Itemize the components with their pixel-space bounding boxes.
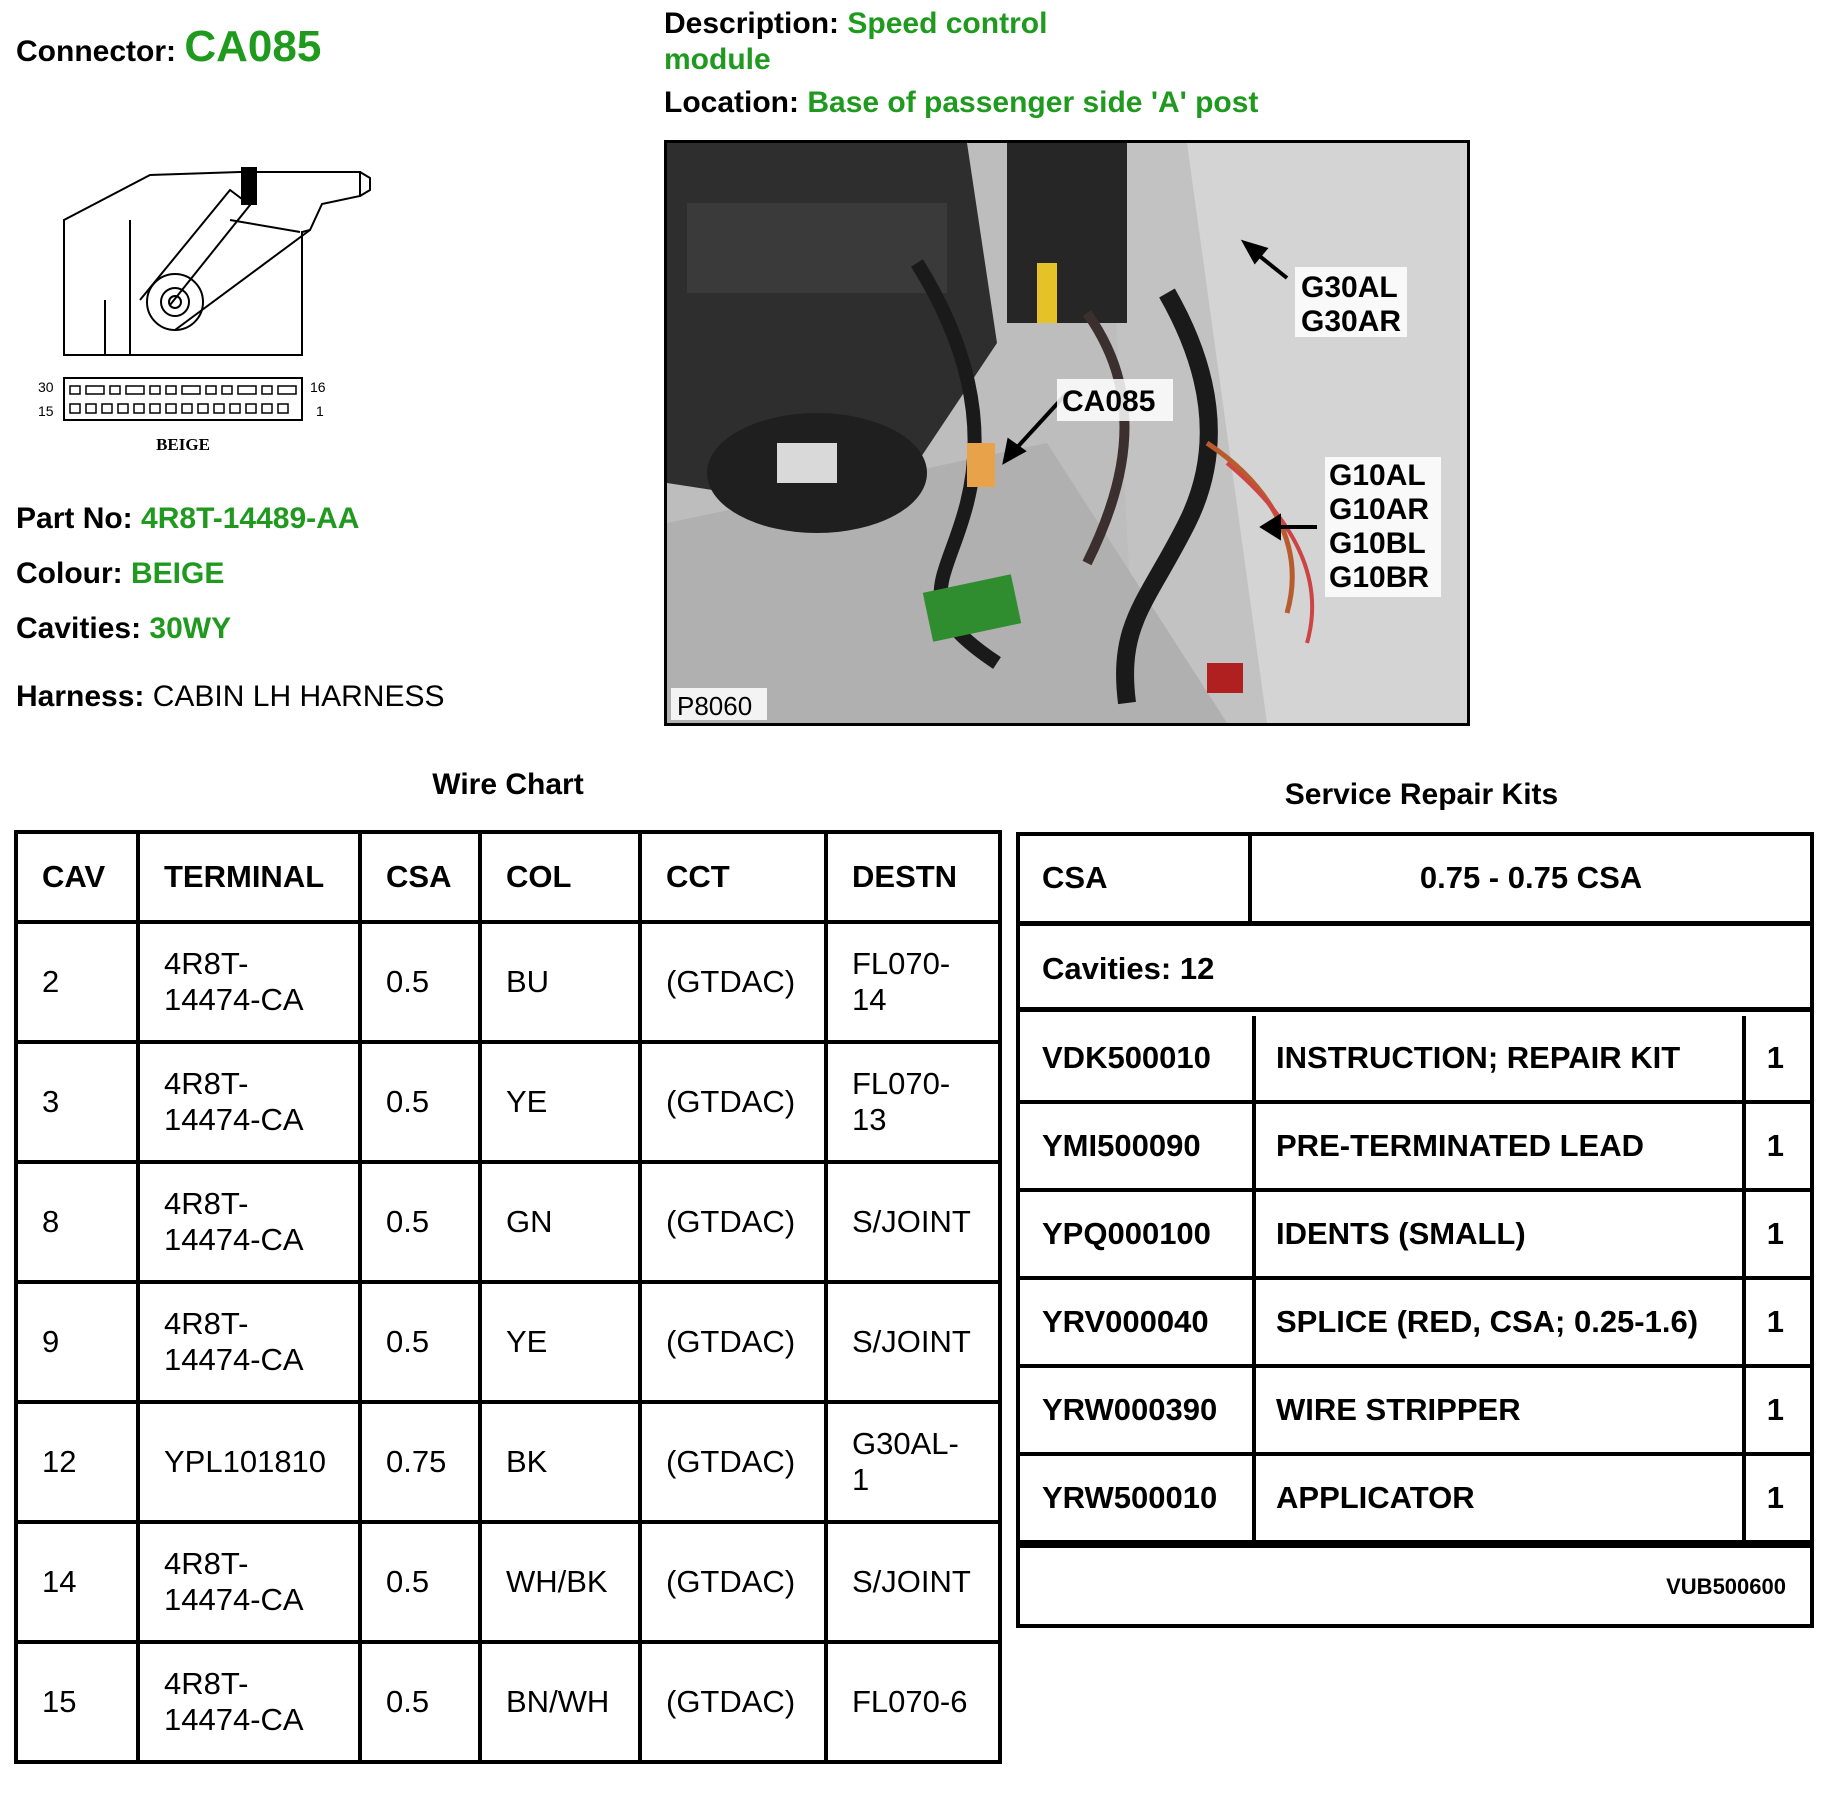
table-row <box>16 1402 1000 1522</box>
kit-code: YRW000390 <box>1042 1392 1218 1427</box>
cell-terminal: 4R8T- 14474-CA <box>138 922 360 1042</box>
cell-csa: 0.5 <box>360 922 480 1042</box>
pin-face <box>38 378 326 454</box>
harness-label: Harness: <box>16 680 145 713</box>
cell-destn: S/JOINT <box>826 1522 1000 1642</box>
harness <box>16 680 445 714</box>
photo-label-g10bl: G10BL <box>1329 527 1426 560</box>
location <box>664 86 1258 120</box>
description-label: Description: <box>664 7 840 40</box>
cell-terminal: 4R8T- 14474-CA <box>138 1042 360 1162</box>
repair-kits-cavities: Cavities: 12 <box>1020 926 1810 1012</box>
cell-destn: FL070-6 <box>826 1642 1000 1762</box>
table-row <box>16 1642 1000 1762</box>
repair-kits-csa-value: 0.75 - 0.75 CSA <box>1419 860 1643 895</box>
kit-qty: 1 <box>1766 1040 1784 1075</box>
colour-value: BEIGE <box>130 557 225 590</box>
photo-label-g10al: G10AL <box>1329 459 1426 492</box>
photo-ref: P8060 <box>677 691 753 721</box>
photo-label-g30al: G30AL <box>1301 271 1398 304</box>
kit-desc: SPLICE (RED, CSA; 0.25-1.6) <box>1276 1304 1699 1339</box>
kit-qty: 1 <box>1766 1392 1784 1427</box>
cavities-value: 30WY <box>149 612 232 645</box>
table-row <box>1020 1280 1810 1368</box>
pin-label-30: 30 <box>38 379 54 395</box>
cell-col: BU <box>480 922 640 1042</box>
wire-chart-table <box>14 830 1002 1764</box>
colour <box>16 557 224 591</box>
cell-cav: 15 <box>16 1642 138 1762</box>
photo-label-g10br: G10BR <box>1329 561 1430 594</box>
repair-kits-table <box>1016 832 1814 1628</box>
cell-terminal: 4R8T- 14474-CA <box>138 1162 360 1282</box>
location-photo <box>664 140 1470 726</box>
cell-col: YE <box>480 1042 640 1162</box>
table-row <box>1020 1104 1810 1192</box>
kit-desc: WIRE STRIPPER <box>1276 1392 1521 1427</box>
connector-diagram <box>30 160 410 470</box>
diagram-colour-caption: BEIGE <box>156 435 210 454</box>
table-row <box>1020 1368 1810 1456</box>
cell-csa: 0.75 <box>360 1402 480 1522</box>
cell-col: YE <box>480 1282 640 1402</box>
description <box>664 6 1184 78</box>
cavities <box>16 612 231 646</box>
repair-kits-csa-label: CSA <box>1020 836 1252 921</box>
photo-label-g30ar: G30AR <box>1301 305 1402 338</box>
description-value-2: module <box>664 43 771 76</box>
cell-destn: S/JOINT <box>826 1282 1000 1402</box>
cell-cct: (GTDAC) <box>640 1282 826 1402</box>
cell-destn: S/JOINT <box>826 1162 1000 1282</box>
cell-col: WH/BK <box>480 1522 640 1642</box>
cell-cct: (GTDAC) <box>640 1522 826 1642</box>
pin-label-1: 1 <box>316 403 324 419</box>
table-row <box>16 922 1000 1042</box>
kit-code: YRW500010 <box>1042 1480 1218 1515</box>
cell-col: GN <box>480 1162 640 1282</box>
cell-cav: 12 <box>16 1402 138 1522</box>
table-row <box>16 1042 1000 1162</box>
cell-destn: FL070- 14 <box>826 922 1000 1042</box>
cell-cct: (GTDAC) <box>640 1162 826 1282</box>
repair-kits-header <box>1020 836 1810 926</box>
kit-code: YRV000040 <box>1042 1304 1209 1339</box>
connector-heading <box>16 22 321 72</box>
table-row <box>16 1522 1000 1642</box>
table-row <box>1020 1192 1810 1280</box>
colour-label: Colour: <box>16 557 123 590</box>
kit-qty: 1 <box>1766 1480 1784 1515</box>
photo-label-ca085: CA085 <box>1062 385 1156 418</box>
cell-destn: G30AL- 1 <box>826 1402 1000 1522</box>
table-row <box>16 1282 1000 1402</box>
cell-terminal: 4R8T- 14474-CA <box>138 1642 360 1762</box>
cell-csa: 0.5 <box>360 1522 480 1642</box>
cell-col: BK <box>480 1402 640 1522</box>
table-row <box>16 1162 1000 1282</box>
kit-desc: INSTRUCTION; REPAIR KIT <box>1276 1040 1681 1075</box>
cell-csa: 0.5 <box>360 1042 480 1162</box>
location-label: Location: <box>664 86 799 119</box>
part-no-label: Part No: <box>16 502 133 535</box>
cell-cct: (GTDAC) <box>640 1042 826 1162</box>
cell-terminal: YPL101810 <box>138 1402 360 1522</box>
connector-label: Connector: <box>16 35 176 68</box>
col-header-destn: DESTN <box>826 832 1000 922</box>
photo-label-g10ar: G10AR <box>1329 493 1430 526</box>
cell-cav: 8 <box>16 1162 138 1282</box>
cell-col: BN/WH <box>480 1642 640 1762</box>
part-no-value: 4R8T-14489-AA <box>141 502 360 535</box>
cell-cav: 3 <box>16 1042 138 1162</box>
cell-terminal: 4R8T- 14474-CA <box>138 1282 360 1402</box>
table-row <box>1020 1016 1810 1104</box>
kit-code: YPQ000100 <box>1042 1216 1211 1251</box>
col-header-csa: CSA <box>360 832 480 922</box>
kit-code: YMI500090 <box>1042 1128 1201 1163</box>
repair-kits-title: Service Repair Kits <box>1284 778 1559 811</box>
col-header-terminal: TERMINAL <box>138 832 360 922</box>
cavities-label: Cavities: <box>16 612 142 645</box>
cell-csa: 0.5 <box>360 1162 480 1282</box>
col-header-col: COL <box>480 832 640 922</box>
wire-chart-header-row <box>16 832 1000 922</box>
cell-csa: 0.5 <box>360 1282 480 1402</box>
harness-value: CABIN LH HARNESS <box>152 680 445 713</box>
pin-label-15: 15 <box>38 403 54 419</box>
cell-destn: FL070- 13 <box>826 1042 1000 1162</box>
kit-desc: PRE-TERMINATED LEAD <box>1276 1128 1644 1163</box>
col-header-cct: CCT <box>640 832 826 922</box>
kit-qty: 1 <box>1766 1304 1784 1339</box>
connector-id: CA085 <box>184 22 322 71</box>
kit-qty: 1 <box>1766 1128 1784 1163</box>
kit-desc: IDENTS (SMALL) <box>1276 1216 1526 1251</box>
cell-csa: 0.5 <box>360 1642 480 1762</box>
cell-cct: (GTDAC) <box>640 1642 826 1762</box>
description-value-1: Speed control <box>847 7 1048 40</box>
cell-cav: 2 <box>16 922 138 1042</box>
kit-code: VDK500010 <box>1042 1040 1211 1075</box>
cell-terminal: 4R8T- 14474-CA <box>138 1522 360 1642</box>
location-value: Base of passenger side 'A' post <box>807 86 1259 119</box>
pin-label-16: 16 <box>310 379 326 395</box>
kit-qty: 1 <box>1766 1216 1784 1251</box>
part-no <box>16 502 359 536</box>
kit-reference: VUB500600 <box>1666 1574 1786 1599</box>
cell-cct: (GTDAC) <box>640 922 826 1042</box>
cell-cav: 9 <box>16 1282 138 1402</box>
cell-cav: 14 <box>16 1522 138 1642</box>
kit-desc: APPLICATOR <box>1276 1480 1475 1515</box>
wire-chart-title: Wire Chart <box>432 768 584 801</box>
col-header-cav: CAV <box>16 832 138 922</box>
table-row <box>1020 1456 1810 1544</box>
cell-cct: (GTDAC) <box>640 1402 826 1522</box>
